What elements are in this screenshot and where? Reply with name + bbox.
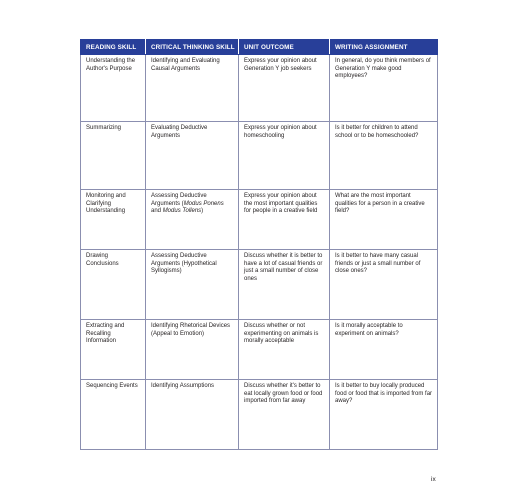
scope-and-sequence-table: [80, 39, 438, 450]
writing-assignment-cell: What are the most important qualities for a person in a creative field?: [330, 190, 438, 250]
table-header-row: [81, 40, 438, 55]
unit-outcome-cell: Discuss whether it's better to eat locally grown food or food imported from far away: [239, 380, 330, 450]
table-row: [81, 320, 438, 380]
critical-thinking-skill-cell: Evaluating Deductive Arguments: [146, 122, 239, 190]
table-row: [81, 380, 438, 450]
writing-assignment-cell: Is it morally acceptable to experiment on animals?: [330, 320, 438, 380]
reading-skill-cell: Monitoring and Clarifying Understanding: [81, 190, 146, 250]
table-row: [81, 55, 438, 122]
modus-tollens-term: Modus Tollens: [162, 208, 202, 215]
writing-assignment-cell: Is it better for children to attend school or to be homeschooled?: [330, 122, 438, 190]
critical-thinking-text: Assessing Deductive Arguments (: [151, 193, 207, 207]
reading-skill-cell: Sequencing Events: [81, 380, 146, 450]
reading-skill-cell: Extracting and Recalling Information: [81, 320, 146, 380]
unit-outcome-cell: Discuss whether or not experimenting on animals is morally acceptable: [239, 320, 330, 380]
writing-assignment-cell: Is it better to buy locally produced food or food that is imported from far away?: [330, 380, 438, 450]
table-row: [81, 250, 438, 320]
header-unit-outcome: UNIT OUTCOME: [239, 40, 330, 55]
reading-skill-cell: Summarizing: [81, 122, 146, 190]
unit-outcome-cell: Express your opinion about homeschooling: [239, 122, 330, 190]
unit-outcome-cell: Discuss whether it is better to have a lot of casual friends or just a small number of close ones: [239, 250, 330, 320]
critical-thinking-skill-cell: [146, 190, 239, 250]
critical-thinking-skill-cell: Assessing Deductive Arguments (Hypothetical Syllogisms): [146, 250, 239, 320]
table-row: [81, 122, 438, 190]
critical-thinking-skill-cell: Identifying Rhetorical Devices (Appeal to Emotion): [146, 320, 239, 380]
critical-thinking-skill-cell: Identifying Assumptions: [146, 380, 239, 450]
reading-skill-cell: Drawing Conclusions: [81, 250, 146, 320]
header-critical-thinking-skill: CRITICAL THINKING SKILL: [146, 40, 239, 55]
header-writing-assignment: WRITING ASSIGNMENT: [330, 40, 438, 55]
critical-thinking-text: and: [151, 208, 163, 215]
unit-outcome-cell: Express your opinion about the most important qualities for people in a creative field: [239, 190, 330, 250]
header-reading-skill: READING SKILL: [81, 40, 146, 55]
table-row: [81, 190, 438, 250]
modus-ponens-term: Modus Ponens: [183, 200, 224, 207]
unit-outcome-cell: Express your opinion about Generation Y job seekers: [239, 55, 330, 122]
page-number: ix: [431, 476, 436, 483]
reading-skill-cell: Understanding the Author's Purpose: [81, 55, 146, 122]
writing-assignment-cell: Is it better to have many casual friends or just a small number of close ones?: [330, 250, 438, 320]
critical-thinking-skill-cell: Identifying and Evaluating Causal Arguments: [146, 55, 239, 122]
critical-thinking-text: ): [201, 208, 204, 215]
writing-assignment-cell: In general, do you think members of Generation Y make good employees?: [330, 55, 438, 122]
